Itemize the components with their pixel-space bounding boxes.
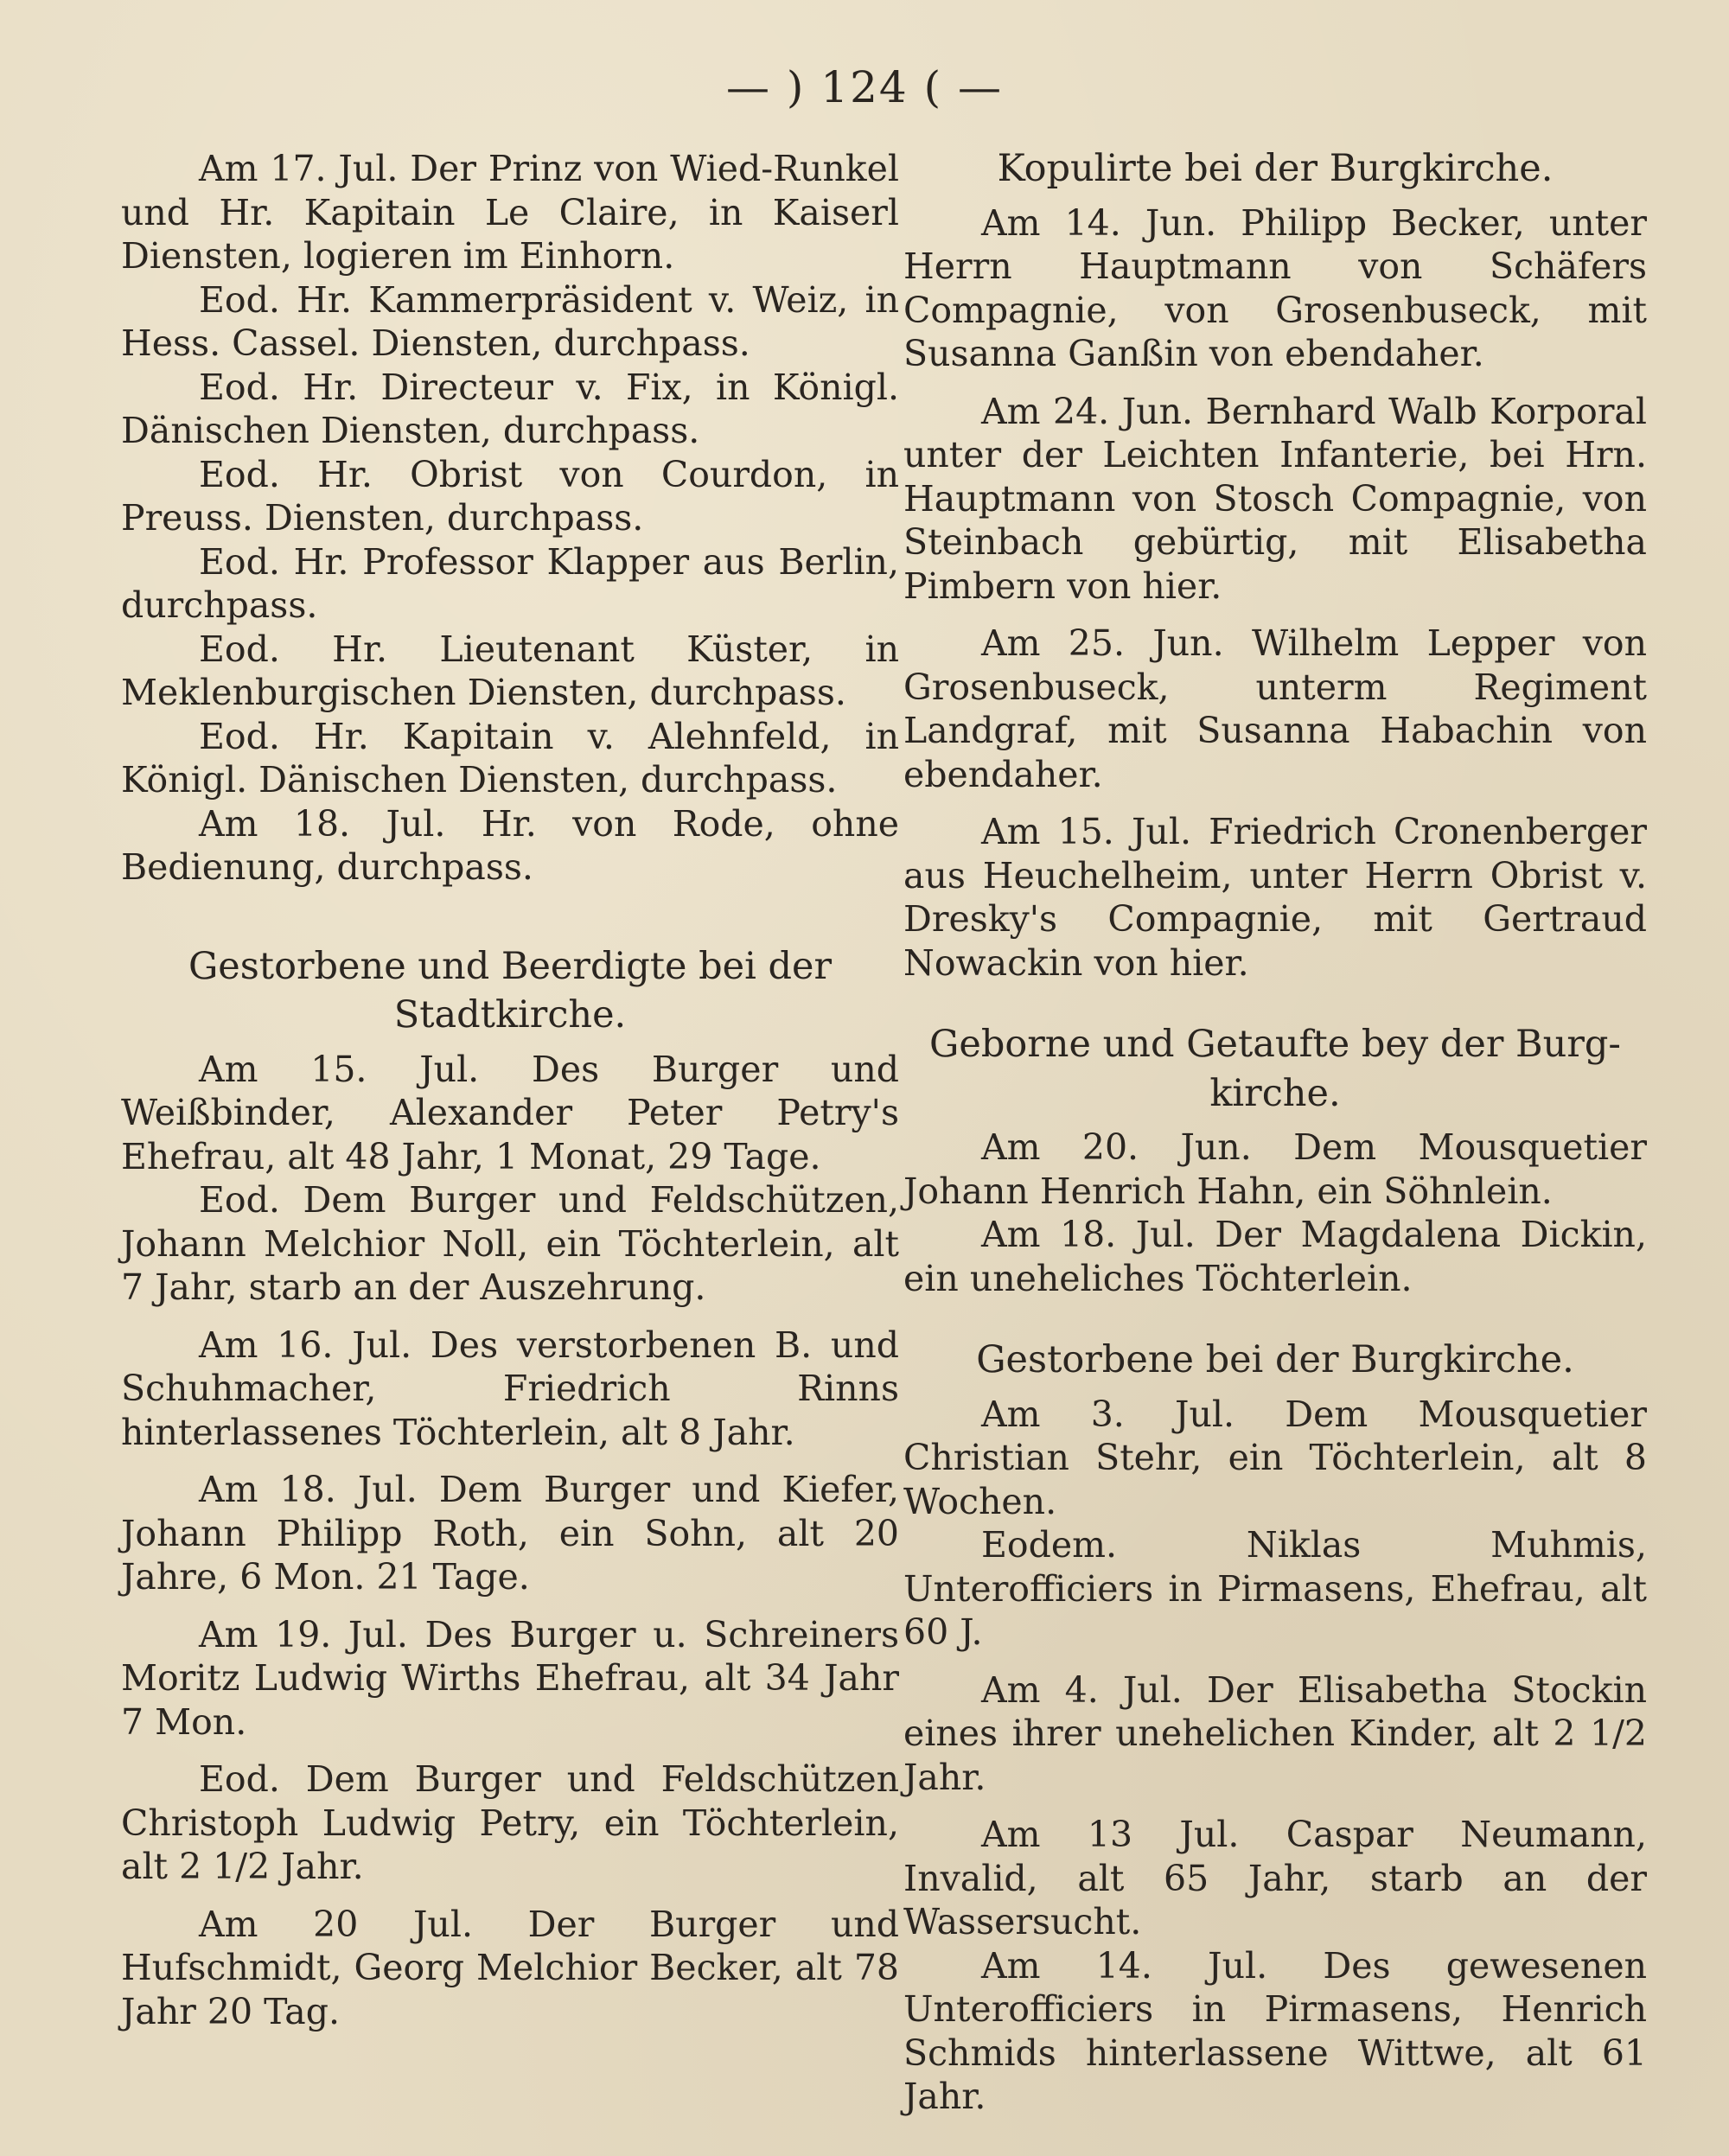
section-heading-geborne-cont: kirche. (1209, 1071, 1341, 1115)
marriage-entry: Am 24. Jun. Bernhard Walb Korporal unter der Leichten Infanterie, bei Hrn. Hauptmann von Stosch Compagnie, von Steinbach gebürtig, mit Elisabetha Pimbern von hier. (903, 390, 1647, 607)
death-entry: Am 4. Jul. Der Elisabetha Stockin eines ihrer unehelichen Kinder, alt 2 1/2 Jahr. (903, 1668, 1647, 1798)
birth-entry: Am 18. Jul. Der Magdalena Dickin, ein uneheliches Töchterlein. (903, 1214, 1647, 1299)
birth-entry: Am 20. Jun. Dem Mousquetier Johann Henrich Hahn, ein Söhnlein. (903, 1126, 1647, 1212)
death-entry: Am 15. Jul. Des Burger und Weißbinder, Alexander Peter Petry's Ehefrau, alt 48 Jahr, 1 Monat, 29 Tage. (121, 1048, 899, 1177)
death-entry: Eodem. Niklas Muhmis, Unterofficiers in Pirmasens, Ehefrau, alt 60 J. (903, 1524, 1647, 1653)
death-entry: Am 18. Jul. Dem Burger und Kiefer, Johann Philipp Roth, ein Sohn, alt 20 Jahre, 6 Mon. 21 Tage. (121, 1469, 899, 1598)
marriage-entry: Am 14. Jun. Philipp Becker, unter Herrn Hauptmann von Schäfers Compagnie, von Grosenbuseck, mit Susanna Ganßin von ebendaher. (903, 201, 1647, 374)
death-entry: Am 13 Jul. Caspar Neumann, Invalid, alt 65 Jahr, starb an der Wassersucht. (903, 1814, 1647, 1942)
arrival-entry: Eod. Hr. Kapitain v. Alehnfeld, in Königl. Dänischen Diensten, durchpass. (121, 715, 899, 801)
section-heading-gestorbene-burgkirche: Gestorbene bei der Burgkirche. (976, 1338, 1574, 1381)
section-heading-kopulirte: Kopulirte bei der Burgkirche. (997, 147, 1554, 190)
section-heading-stadtkirche: Gestorbene und Beerdigte bei der (188, 944, 833, 988)
death-entry: Am 20 Jul. Der Burger und Hufschmidt, Georg Melchior Becker, alt 78 Jahr 20 Tag. (121, 1903, 899, 2032)
page-number-header: — ) 124 ( — (725, 62, 1004, 112)
section-heading-geborne: Geborne und Getaufte bey der Burg- (929, 1023, 1621, 1066)
death-entry: Eod. Dem Burger und Feldschützen Christoph Ludwig Petry, ein Töchterlein, alt 2 1/2 Jahr. (121, 1758, 899, 1887)
left-column (121, 147, 899, 2033)
marriage-entry: Am 15. Jul. Friedrich Cronenberger aus Heuchelheim, unter Herrn Obrist v. Dresky's Compagnie, mit Gertraud Nowackin von hier. (903, 811, 1647, 984)
arrival-entry: Eod. Hr. Professor Klapper aus Berlin, durchpass. (121, 540, 899, 626)
arrival-entry: Eod. Hr. Kammerpräsident v. Weiz, in Hess. Cassel. Diensten, durchpass. (121, 278, 899, 364)
arrival-entry: Eod. Hr. Obrist von Courdon, in Preuss. Diensten, durchpass. (121, 453, 899, 539)
section-heading-stadtkirche-cont: Stadtkirche. (393, 993, 627, 1037)
death-entry: Am 19. Jul. Des Burger u. Schreiners Moritz Ludwig Wirths Ehefrau, alt 34 Jahr 7 Mon. (121, 1613, 899, 1743)
death-entry: Am 3. Jul. Dem Mousquetier Christian Stehr, ein Töchterlein, alt 8 Wochen. (903, 1393, 1647, 1522)
marriage-entry: Am 25. Jun. Wilhelm Lepper von Grosenbuseck, unterm Regiment Landgraf, mit Susanna Habachin von ebendaher. (903, 622, 1647, 795)
arrival-entry: Am 17. Jul. Der Prinz von Wied-Runkel und Hr. Kapitain Le Claire, in Kaiserl Diensten, logieren im Einhorn. (121, 148, 899, 277)
death-entry: Am 14. Jul. Des gewesenen Unterofficiers in Pirmasens, Henrich Schmids hinterlassene Wittwe, alt 61 Jahr. (903, 1944, 1647, 2117)
arrival-entry: Eod. Hr. Lieutenant Küster, in Meklenburgischen Diensten, durchpass. (121, 628, 899, 713)
death-entry: Eod. Dem Burger und Feldschützen, Johann Melchior Noll, ein Töchterlein, alt 7 Jahr, starb an der Auszehrung. (121, 1179, 899, 1308)
arrival-entry: Am 18. Jul. Hr. von Rode, ohne Bedienung, durchpass. (121, 802, 899, 888)
death-entry: Am 16. Jul. Des verstorbenen B. und Schuhmacher, Friedrich Rinns hinterlassenes Töchterlein, alt 8 Jahr. (121, 1324, 899, 1453)
right-column (903, 147, 1647, 2119)
arrival-entry: Eod. Hr. Directeur v. Fix, in Königl. Dänischen Diensten, durchpass. (121, 366, 899, 451)
